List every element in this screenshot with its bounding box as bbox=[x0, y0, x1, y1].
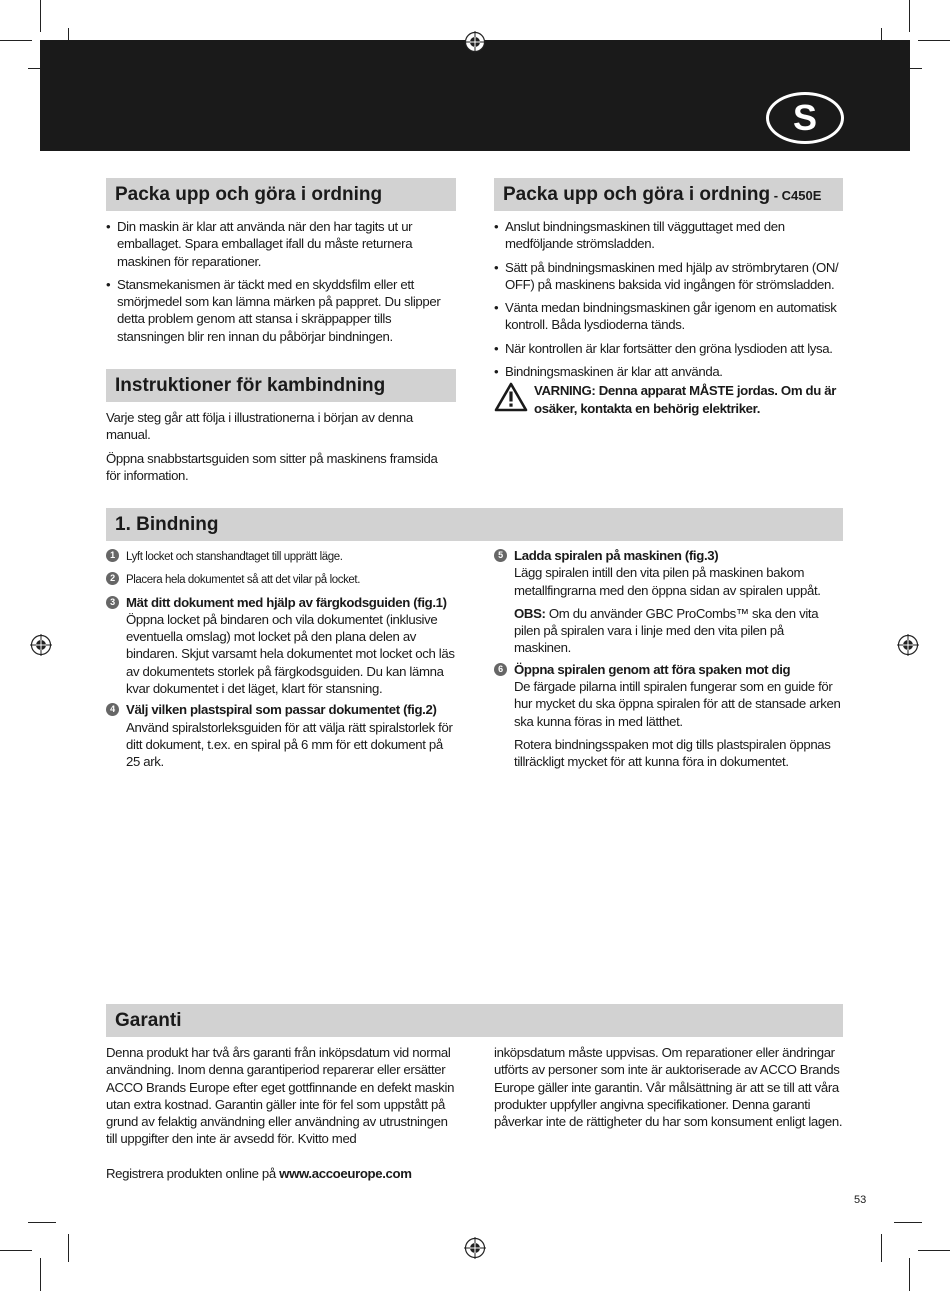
step-text: Placera hela dokumentet så att det vilar på locket. bbox=[126, 574, 361, 587]
crop-mark bbox=[894, 1222, 922, 1223]
obs-text: Om du använder GBC ProCombs™ ska den vita pilen på spiralen vara i linje med den vita pilen på maskinen. bbox=[514, 605, 819, 656]
section-title: Packa upp och göra i ordning bbox=[503, 184, 771, 205]
language-badge: S bbox=[766, 92, 844, 144]
step-number: 5 bbox=[494, 549, 507, 562]
bullet-item: • Anslut bindningsmaskinen till vägguttaget med den medföljande strömsladden. bbox=[494, 218, 842, 253]
step-5 bbox=[494, 547, 844, 657]
step-4 bbox=[106, 701, 456, 770]
crop-mark bbox=[881, 1234, 882, 1262]
bullet-item: • Din maskin är klar att använda när den har tagits ut ur emballaget. Spara emballaget ifall du måste returnera maskinen för reparationer. bbox=[106, 218, 451, 270]
warning-triangle-icon bbox=[494, 382, 528, 412]
step-number: 1 bbox=[106, 549, 119, 562]
bullet-item: • Bindningsmaskinen är klar att använda. bbox=[494, 363, 842, 380]
crop-mark bbox=[909, 0, 910, 32]
section-heading-instructions bbox=[106, 369, 456, 402]
warning-text: VARNING: Denna apparat MÅSTE jordas. Om du är osäker, kontakta en behörig elektriker. bbox=[534, 383, 837, 416]
section-heading-binding bbox=[106, 508, 843, 541]
step-6 bbox=[494, 661, 844, 771]
registration-mark-icon bbox=[464, 31, 486, 53]
unpack-text bbox=[106, 218, 451, 351]
section-heading-unpack-c450e bbox=[494, 178, 843, 211]
step-1 bbox=[106, 547, 456, 566]
section-heading-unpack bbox=[106, 178, 456, 211]
crop-mark bbox=[68, 1234, 69, 1262]
step-text-2: Rotera bindningsspaken mot dig tills plastspiralen öppnas tillräckligt mycket för att kunna föra in dokumentet. bbox=[514, 736, 831, 770]
step-3 bbox=[106, 594, 456, 698]
section-title: Instruktioner för kambindning bbox=[115, 375, 386, 396]
warranty-right-text bbox=[494, 1044, 846, 1136]
step-text: Använd spiralstorleksguiden för att välja rätt spiralstorlek för ditt dokument, t.ex. en spiral på 6 mm för ett dokument på 25 ark. bbox=[126, 719, 453, 770]
crop-mark bbox=[918, 1250, 950, 1251]
bullet-item: • När kontrollen är klar fortsätter den gröna lysdioden att lysa. bbox=[494, 340, 842, 357]
step-title: Öppna spiralen genom att föra spaken mot dig bbox=[514, 661, 791, 677]
bullet-item: • Sätt på bindningsmaskinen med hjälp av strömbrytaren (ON/ OFF) på maskinens baksida vid ingången för strömsladden. bbox=[494, 259, 842, 294]
registration-mark-icon bbox=[30, 634, 52, 656]
registration-mark-icon bbox=[464, 1237, 486, 1259]
section-title: 1. Bindning bbox=[115, 514, 219, 535]
crop-mark bbox=[0, 1250, 32, 1251]
step-text: Lägg spiralen intill den vita pilen på maskinen bakom metallfingrarna med den öppna sidan av spiralen uppåt. bbox=[514, 565, 821, 598]
bullet-item: • Vänta medan bindningsmaskinen går igenom en automatisk kontroll. Båda lysdioderna tänds. bbox=[494, 299, 842, 334]
warranty-left-text bbox=[106, 1044, 456, 1154]
paragraph: Öppna snabbstartsguiden som sitter på maskinens framsida för information. bbox=[106, 450, 438, 483]
register-url-link[interactable]: www.accoeurope.com bbox=[279, 1166, 412, 1181]
section-heading-warranty bbox=[106, 1004, 843, 1037]
crop-mark bbox=[918, 40, 950, 41]
step-text: Lyft locket och stanshandtaget till upprätt läge. bbox=[126, 551, 343, 563]
section-title: Garanti bbox=[115, 1010, 182, 1031]
crop-mark bbox=[40, 0, 41, 32]
registration-mark-icon bbox=[897, 634, 919, 656]
step-2 bbox=[106, 570, 456, 589]
obs-note bbox=[514, 605, 844, 657]
unpack-c450e-text bbox=[494, 218, 842, 417]
step-title: Mät ditt dokument med hjälp av färgkodsguiden (fig.1) bbox=[126, 594, 447, 610]
warning-block bbox=[494, 382, 842, 417]
obs-label: OBS: bbox=[514, 605, 546, 621]
binding-left-column bbox=[106, 547, 456, 775]
crop-mark bbox=[40, 1258, 41, 1291]
register-prefix: Registrera produkten online på bbox=[106, 1166, 280, 1181]
paragraph: Varje steg går att följa i illustrationerna i början av denna manual. bbox=[106, 410, 413, 443]
register-line bbox=[106, 1165, 506, 1182]
step-text: De färgade pilarna intill spiralen fungerar som en guide för hur mycket du ska öppna spiralen för att de stansade arken ska kunna föras in med lätthet. bbox=[514, 679, 841, 729]
crop-mark bbox=[909, 1258, 910, 1291]
crop-mark bbox=[0, 40, 32, 41]
section-title: Packa upp och göra i ordning bbox=[115, 184, 383, 205]
binding-right-column bbox=[494, 547, 844, 775]
step-number: 2 bbox=[106, 572, 119, 585]
bullet-item: • Stansmekanismen är täckt med en skyddsfilm eller ett smörjmedel som kan lämna märken på pappret. Du slipper detta problem genom att stansa i skräppapper tills stansningen blir ren innan du påbörjar bindningen. bbox=[106, 276, 451, 345]
paragraph: inköpsdatum måste uppvisas. Om reparationer eller ändringar utförts av personer som inte är auktoriserade av ACCO Brands Europe gäller inte garantin. Vår målsättning är att se till att våra produkter uppfyller angivna specifikationer. Denna garanti påverkar inte de rättigheter du har som konsument enligt lagen. bbox=[494, 1045, 843, 1130]
crop-mark bbox=[28, 1222, 56, 1223]
step-number: 3 bbox=[106, 596, 119, 609]
instructions-text bbox=[106, 409, 451, 490]
step-title: Ladda spiralen på maskinen (fig.3) bbox=[514, 548, 719, 563]
step-text: Öppna locket på bindaren och vila dokumentet (inklusive eventuella omslag) mot locket på den plana delen av bindaren. Skjut varsamt hela dokumentet mot locket och läs av dokumentets storlek på färgkodsguiden. Du kan lämna kvar dokumentet i det läget, klart för stansning. bbox=[126, 611, 455, 697]
step-number: 4 bbox=[106, 703, 119, 716]
model-suffix: - C450E bbox=[770, 188, 822, 203]
paragraph: Denna produkt har två års garanti från inköpsdatum vid normal användning. Inom denna garantiperiod reparerar eller ersätter ACCO Brands Europe efter eget gottfinnande en defekt maskin utan extra kostnad. Garantin gäller inte för fel som uppstått på grund av felaktig användning eller användning av utrustningen till uppgifter den inte är avsedd för. Kvitto med bbox=[106, 1045, 455, 1147]
page-number: 53 bbox=[854, 1194, 867, 1206]
step-number: 6 bbox=[494, 663, 507, 676]
step-title: Välj vilken plastspiral som passar dokumentet (fig.2) bbox=[126, 702, 437, 718]
